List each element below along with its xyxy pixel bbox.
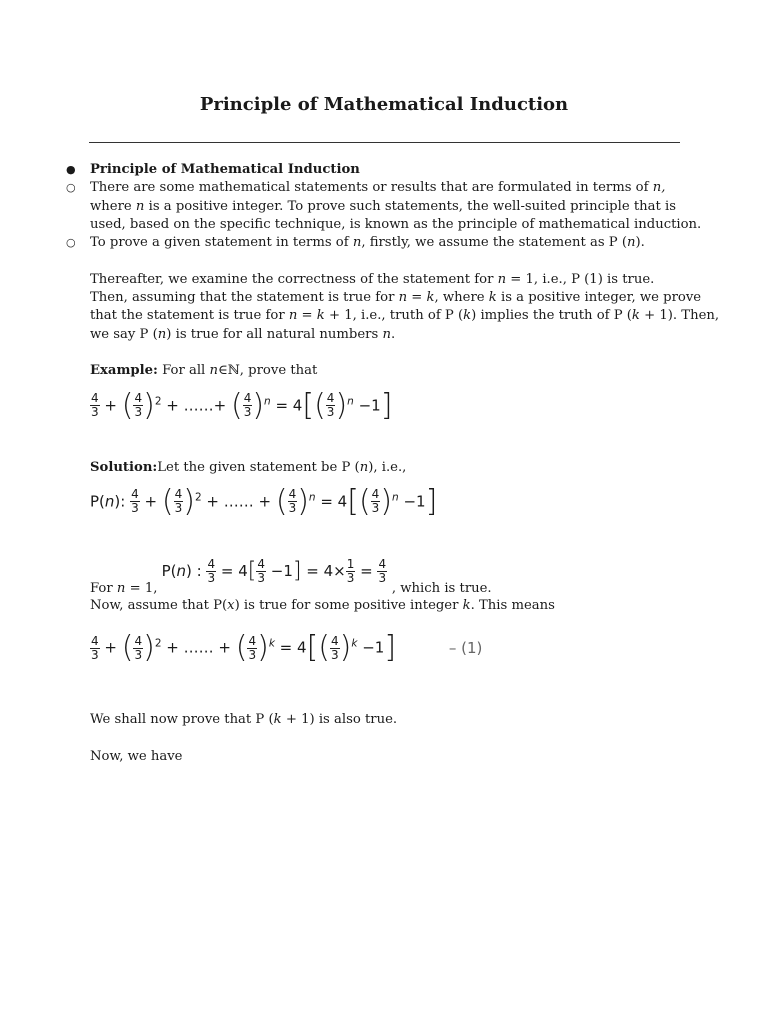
page-title: Principle of Mathematical Induction <box>199 94 569 115</box>
base-case-equation: P(n) : $\frac{4}{3}$ = 4[ $\frac{4}{3}$ −1] = 4× $\frac{1}{3}$ = $\frac{4}{3}$ <box>161 557 387 586</box>
paragraph-3-line-2: Then, assuming that the statement is true for n = k, where k is a positive integer, we prove <box>90 290 702 306</box>
paragraph-1-line-2: where n is a positive integer. To prove such statements, the well-suited principle that is <box>90 198 676 214</box>
paragraph-3-line-4: we say P (n) is true for all natural numbers n. <box>90 326 396 342</box>
paragraph-3-line-1: Thereafter, we examine the correctness of the statement for n = 1, i.e., P (1) is true. <box>90 271 655 287</box>
bullet-heading: ● Principle of Mathematical Induction <box>90 161 690 179</box>
bullet-circle-icon: ○ <box>66 181 76 195</box>
hypothesis-equation: $\frac{4}{3}$ + ( $\frac{4}{3}$ )$^2$ + …… + ( $\frac{4}{3}$ )$^k$ = 4[( $\frac{4}{3}$ )$^k$ −1] – (1) <box>91 630 483 666</box>
paragraph-1-line-3: used, based on the specific technique, is known as the principle of mathematical induction. <box>90 216 702 232</box>
now-we-have-line: Now, we have <box>90 748 183 764</box>
statement-equation: P(n): $\frac{4}{3}$ + ( $\frac{4}{3}$ )$^2$ + …… + ( $\frac{4}{3}$ )$^n$ = 4[( $\frac{4}{3}$ )$^n$ −1] <box>90 483 438 519</box>
equation-tag: – (1) <box>448 638 483 657</box>
title-divider <box>89 142 680 143</box>
example-line: Example: For all n∈ℕ, prove that <box>90 363 318 379</box>
paragraph-1-line-1: ○ There are some mathematical statements or results that are formulated in terms of n, <box>90 179 690 197</box>
solution-line: Solution:Let the given statement be P (n), i.e., <box>90 459 407 475</box>
example-equation: $\frac{4}{3}$ + ( $\frac{4}{3}$ )$^2$ + ……+ ( $\frac{4}{3}$ )$^n$ = 4[( $\frac{4}{3}$ )$^n$ −1] <box>91 387 393 423</box>
prove-next-line: We shall now prove that P (k + 1) is also true. <box>90 712 398 728</box>
assume-line: Now, assume that P(x) is true for some positive integer k. This means <box>90 597 555 613</box>
bullet-circle-icon: ○ <box>66 236 76 250</box>
paragraph-3-line-3: that the statement is true for n = k + 1, i.e., truth of P (k) implies the truth of P (k + 1). Then, <box>90 308 720 324</box>
document-body <box>66 161 720 766</box>
base-case-line: For n = 1, P(n) : $\frac{4}{3}$ = 4[ $\frac{4}{3}$ −1] = 4× $\frac{1}{3}$ = $\frac{4}{3}$ , which is true. <box>90 557 492 597</box>
paragraph-2-line-1: ○ To prove a given statement in terms of n, firstly, we assume the statement as P (n). <box>90 234 690 252</box>
bullet-dot-icon: ● <box>66 163 76 176</box>
